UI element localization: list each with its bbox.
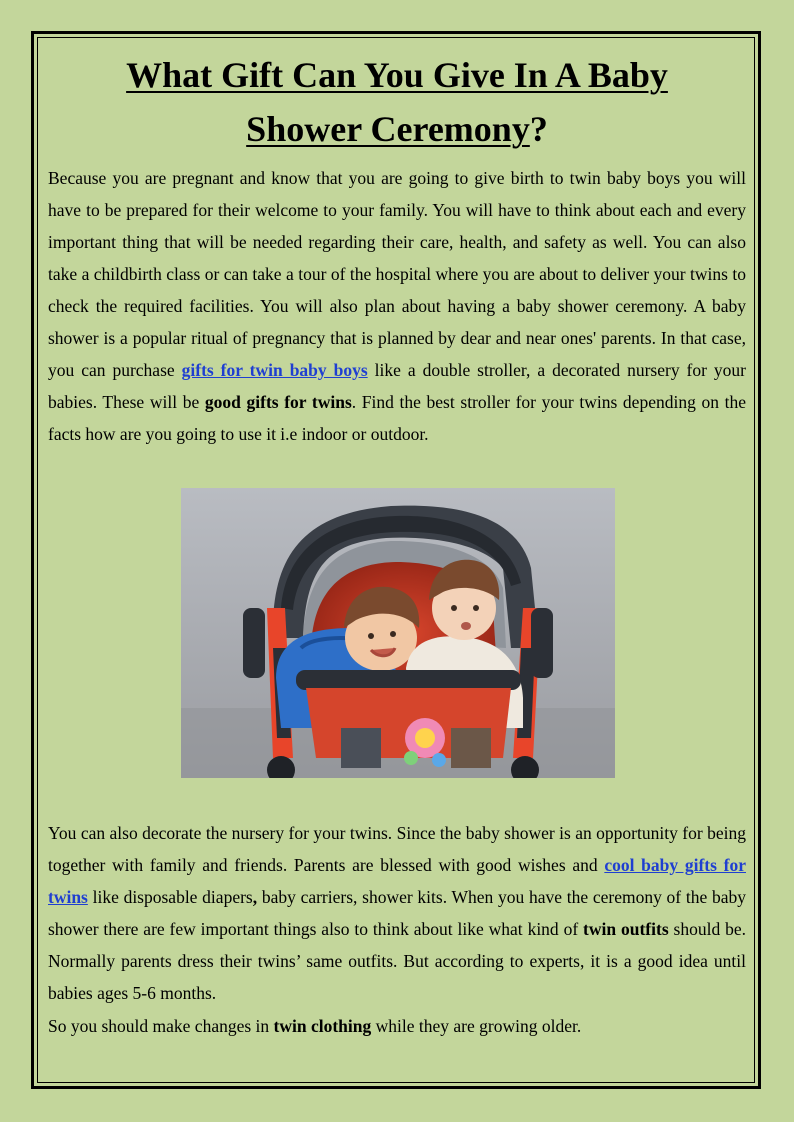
- page-title: [48, 48, 746, 156]
- paragraph-nursery-text-c: baby carriers, shower kits. When you have the ceremony of the baby shower there are few important things also to think about like what kind of: [48, 887, 746, 939]
- paragraph-clothing-text-a: So you should make changes in: [48, 1016, 274, 1036]
- paragraph-nursery-text-a: You can also decorate the nursery for your twins. Since the baby shower is an opportunity for being together with family and friends. Parents are blessed with good wishes and: [48, 823, 746, 875]
- paragraph-intro-text-c: . Find the best stroller for your twins depending on the facts how are you going to use it i.e indoor or outdoor.: [48, 392, 746, 444]
- paragraph-intro-text-b: like a double stroller, a decorated nursery for your babies. These will be: [48, 360, 746, 412]
- title-line-1: What Gift Can You Give In A Baby: [126, 55, 668, 95]
- title-question-mark: ?: [529, 109, 548, 149]
- paragraph-nursery-comma: ,: [252, 887, 258, 907]
- twins-in-stroller-photo: [181, 488, 615, 778]
- cool-baby-gifts-for-twins-link[interactable]: cool baby gifts for twins: [48, 855, 746, 907]
- twin-outfits-bold: twin outfits: [583, 919, 669, 939]
- paragraph-nursery-text-b: like disposable diapers: [87, 887, 253, 907]
- twin-clothing-bold: twin clothing: [273, 1016, 372, 1036]
- title-line-2: Shower Ceremony: [246, 109, 530, 149]
- paragraph-nursery-text-d: should be. Normally parents dress their twins’ same outfits. But according to experts, it is a good idea until babies ages 5-6 months.: [48, 919, 746, 1003]
- paragraph-intro-text-a: Because you are pregnant and know that you are going to give birth to twin baby boys you will have to be prepared for their welcome to your family. You will have to think about each and every important thing that will be needed regarding their care, health, and safety as well. You can also take a childbirth class or can take a tour of the hospital where you are about to deliver your twins to check the required facilities. You will also plan about having a baby shower ceremony. A baby shower is a popular ritual of pregnancy that is planned by dear and near ones' parents. In that case, you can purchase: [48, 168, 746, 380]
- paragraph-intro: [48, 162, 746, 450]
- gifts-for-twin-baby-boys-link[interactable]: gifts for twin baby boys: [181, 360, 368, 380]
- good-gifts-for-twins-bold: good gifts for twins: [204, 392, 352, 412]
- paragraph-nursery: [48, 817, 746, 1009]
- paragraph-clothing-text-b: while they are growing older.: [371, 1016, 582, 1036]
- paragraph-clothing: [48, 1010, 746, 1042]
